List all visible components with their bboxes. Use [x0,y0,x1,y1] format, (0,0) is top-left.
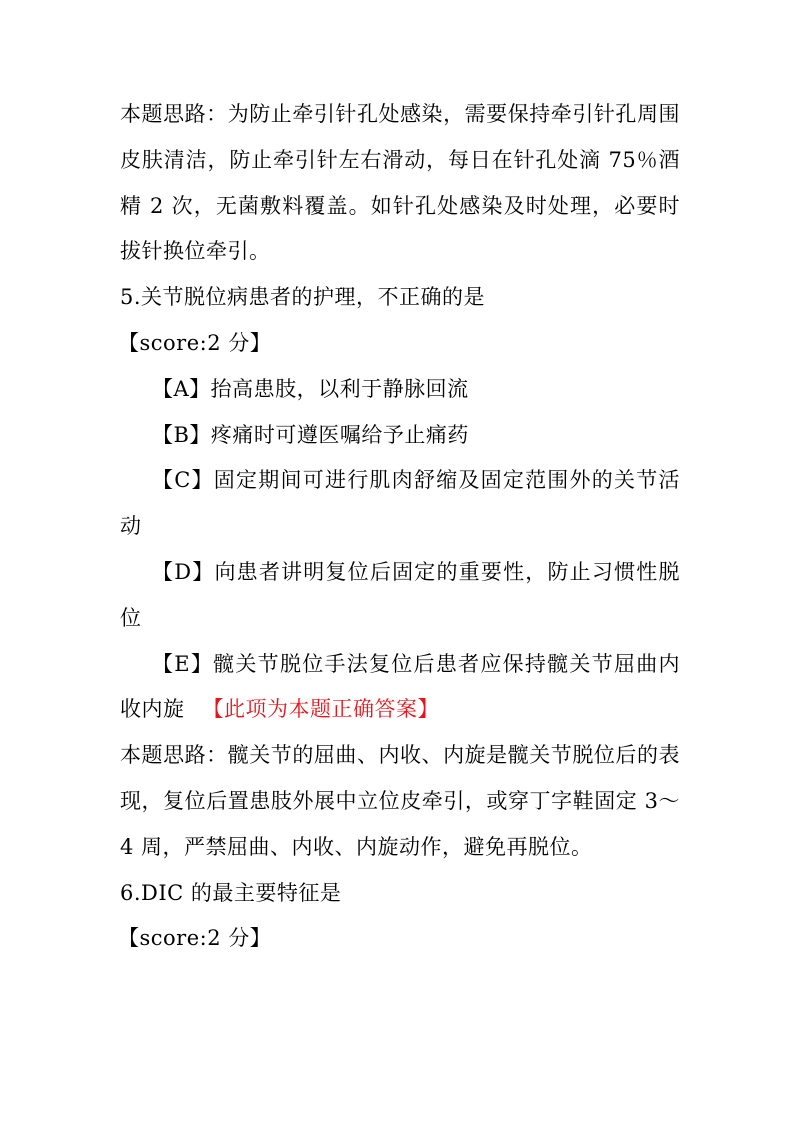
question-5-option-b: 【B】疼痛时可遵医嘱给予止痛药 [152,422,469,447]
question-5-title: 5.关节脱位病患者的护理，不正确的是 [120,285,486,310]
question-5-option-d: 【D】向患者讲明复位后固定的重要性，防止习惯性脱位 [120,559,680,630]
question-5-rationale: 本题思路：髋关节的屈曲、内收、内旋是髋关节脱位后的表现，复位后置患肢外展中立位皮牵引，或穿丁字鞋固定 3～4 周，严禁屈曲、内收、内旋动作，避免再脱位。 [120,743,680,859]
correct-answer-marker: 【此项为本题正确答案】 [202,697,439,722]
previous-question-rationale: 本题思路：为防止牵引针孔处感染，需要保持牵引针孔周围皮肤清洁，防止牵引针左右滑动，每日在针孔处滴 75％酒精 2 次，无菌敷料覆盖。如针孔处感染及时处理，必要时拔针换位牵引。 [120,102,680,264]
document-page [120,92,680,962]
question-5-option-e [120,642,680,734]
question-6-title: 6.DIC 的最主要特征是 [120,880,342,905]
question-5-option-a: 【A】抬高患肢，以利于静脉回流 [152,376,469,401]
question-5-score: 【score:2 分】 [118,330,272,355]
question-5-option-e-text: 【E】髋关节脱位手法复位后患者应保持髋关节屈曲内收内旋 [120,651,680,722]
question-5-option-c: 【C】固定期间可进行肌肉舒缩及固定范围外的关节活动 [120,468,680,539]
question-6-score: 【score:2 分】 [118,926,272,951]
